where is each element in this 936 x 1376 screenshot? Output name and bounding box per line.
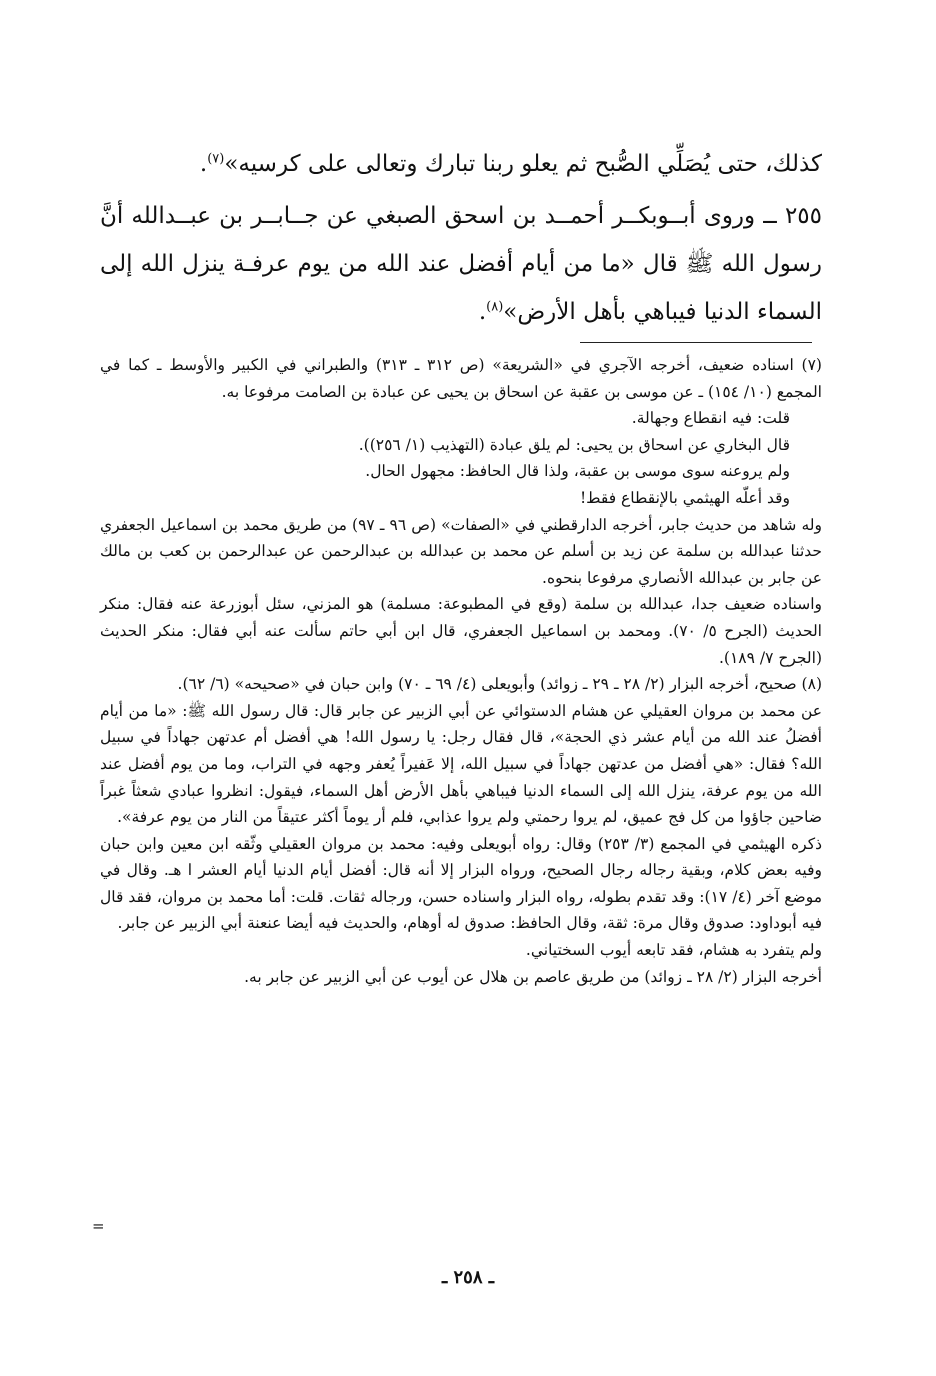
main-paragraph-2 [100,192,822,336]
main-paragraph-1 [100,140,822,188]
footnote-8-line-3: ذكره الهيثمي في المجمع (٣/ ٢٥٣) وقال: رواه أبويعلى وفيه: محمد بن مروان العقيلي وثّقه ابن معين وابن حبان وفيه بعض كلام، وبقية رجاله رجال الصحيح، ورواه البزار إلا أنه قال: أفضل أيام الدنيا أيام العشر ا هـ. وقال في موضع آخر (٤/ ١٧): وقد تقدم بطوله، رواه البزار واسناده حسن، ورجاله ثقات. قلت: أما محمد بن مروان، فقد قال فيه أبوداود: صدوق وقال مرة: ثقة، وقال الحافظ: صدوق له أوهام، والحديث فيه أيضا عنعنة أبي الزبير عن جابر. [100,834,823,933]
footnote-7-line-1: (٧) اسناده ضعيف، أخرجه الآجري في «الشريعة» (ص ٣١٢ ـ ٣١٣) والطبراني في الكبير والأوسط ـ كما في المجمع (١٠/ ١٥٤) ـ عن موسى بن عقبة عن اسحاق بن يحيى عن عبادة بن الصامت مرفوعا به. [100,356,822,401]
main-paragraph-1-end: . [199,151,208,177]
main-paragraph-1-text: كذلك، حتى يُصَلِّي الصُّبح ثم يعلو ربنا تبارك وتعالى على كرسيه» [224,151,822,177]
footnote-ref-7[interactable]: (٧) [207,151,225,167]
footnote-7-line-3: قال البخاري عن اسحاق بن يحيى: لم يلق عبادة (التهذيب (١/ ٢٥٦)). [358,435,790,454]
footnote-8-line-1: (٨) صحيح، أخرجه البزار (٢/ ٢٨ ـ ٢٩ ـ زوائد) وأبويعلى (٤/ ٦٩ ـ ٧٠) وابن حبان في «صحيحه» (٦/ ٦٢). [177,675,822,694]
footnote-7-line-6: وله شاهد من حديث جابر، أخرجه الدارقطني في «الصفات» (ص ٩٦ ـ ٩٧) من طريق محمد بن اسماعيل الجعفري حدثنا عبدالله بن سلمة عن زيد بن أسلم عن محمد بن عبدالله بن عبدالرحمن عن عبدالرحمن بن كعب بن مالك عن جابر بن عبدالله الأنصاري مرفوعا بنحوه. [100,515,822,587]
footnote-7-line-5: وقد أعلّه الهيثمي بالإنقطاع فقط! [579,488,790,507]
footnote-7-line-4: ولم يروعنه سوى موسى بن عقبة، ولذا قال الحافظ: مجهول الحال. [365,462,790,481]
continuation-mark: = [92,1217,105,1235]
footnote-ref-8[interactable]: (٨) [486,299,504,315]
footnotes [100,352,822,990]
page-number: ـ ٢٥٨ ـ [441,1267,495,1288]
footnote-separator [580,342,812,343]
main-paragraph-2-text: ٢٥٥ ــ وروى أبــوبكــر أحمــد بن اسحق الصبغي عن جــابــر بن عبــدالله أنَّ رسول الله ﷺ قال «ما من أيام أفضل عند الله من يوم عرفـة ينزل الله إلى السماء الدنيا فيباهي بأهل الأرض» [100,203,822,325]
main-text [100,140,822,336]
main-paragraph-2-end: . [478,299,487,325]
footnote-8-line-2: عن محمد بن مروان العقيلي عن هشام الدستوائي عن أبي الزبير عن جابر قال: قال رسول الله ﷺ: «ما من أيام أفضلُ عند الله من أيام عشر ذي الحجة»، قال فقال رجل: يا رسول الله! هي أفضل أم عدتهن جهاداً في سبيل الله؟ فقال: «هي أفضل من عدتهن جهاداً في سبيل الله، إلا عَفيراً يُعفر وجهه في التراب، وما من يوم أفضل عند الله من يوم عرفة، ينزل الله إلى السماء الدنيا فيباهي بأهل الأرض أهل السماء، فيقول: انظروا عبادي شعثاً غبراً ضاحين جاؤوا من كل فج عميق، لم يروا رحمتي ولم يروا عذابي، فلم أر يوماً أكثر عتيقاً من النار من يوم عرفة». [100,701,822,827]
footnote-7-line-2: قلت: فيه انقطاع وجهالة. [631,409,790,428]
footnote-8-line-4: ولم يتفرد به هشام، فقد تابعه أيوب السختياني. [525,941,822,960]
footnote-8-line-5: أخرجه البزار (٢/ ٢٨ ـ زوائد) من طريق عاصم بن هلال عن أيوب عن أبي الزبير عن جابر به. [244,967,822,986]
footnote-7-line-7: واسناده ضعيف جدا، عبدالله بن سلمة (وقع في المطبوعة: مسلمة) هو المزني، سئل أبوزرعة عنه فقال: منكر الحديث (الجرح ٥/ ٧٠). ومحمد بن اسماعيل الجعفري، قال ابن أبي حاتم سألت عنه أبي فقال: منكر الحديث (الجرح ٧/ ١٨٩). [100,595,822,667]
